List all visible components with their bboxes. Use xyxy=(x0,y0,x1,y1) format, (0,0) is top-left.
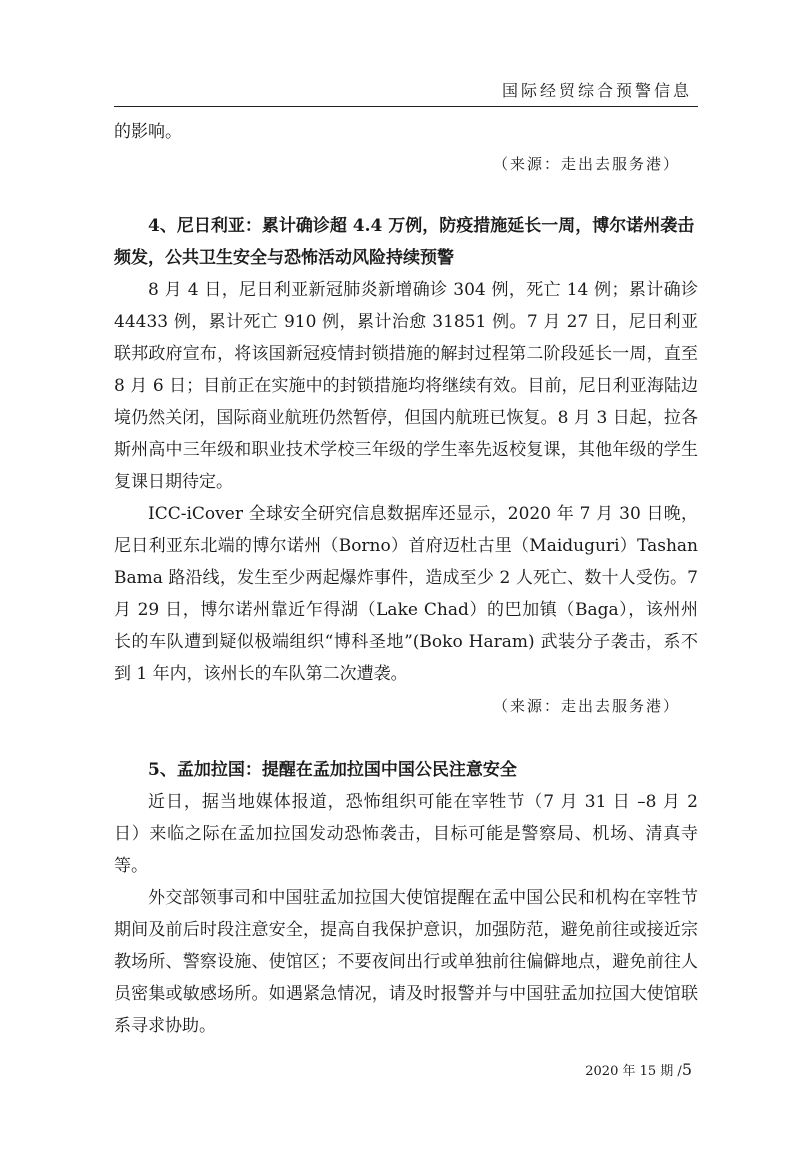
page-number: 5 xyxy=(681,1060,692,1079)
section-5-heading: 5、孟加拉国：提醒在孟加拉国中国公民注意安全 xyxy=(148,760,517,780)
journal-title: 国际经贸综合预警信息 xyxy=(501,81,692,100)
article-body xyxy=(114,116,698,1042)
section-5-paragraph-2: 外交部领事司和中国驻孟加拉国大使馆提醒在孟中国公民和机构在宰牲节期间及前后时段注意安全，提高自我保护意识，加强防范，避免前往或接近宗教场所、警察设施、使馆区；不要夜间出行或单独前往偏僻地点，避免前往人员密集或敏感场所。如遇紧急情况，请及时报警并与中国驻孟加拉国大使馆联系寻求协助。 xyxy=(114,888,698,1036)
intro-tail: 的影响。 xyxy=(114,122,182,142)
source-note-2: （来源：走出去服务港） xyxy=(492,697,680,715)
section-4-paragraph-2: ICC-iCover 全球安全研究信息数据库还显示，2020 年 7 月 30 日晚，尼日利亚东北端的博尔诺州（Borno）首府迈杜古里（Maiduguri）Tashan Bama 路沿线，发生至少两起爆炸事件，造成至少 2 人死亡、数十人受伤。7 月 29 日，博尔诺州靠近乍得湖（Lake Chad）的巴加镇（Baga），该州州长的车队遭到疑似极端组织“博科圣地”(Boko Haram) 武装分子袭击，系不到 1 年内，该州长的车队第二次遭袭。 xyxy=(114,504,698,684)
header-divider xyxy=(114,106,698,107)
section-5-paragraph-1: 近日，据当地媒体报道，恐怖组织可能在宰牲节（7 月 31 日 –8 月 2 日）来临之际在孟加拉国发动恐怖袭击，目标可能是警察局、机场、清真寺等。 xyxy=(114,792,698,876)
issue-label: 2020 年 15 期 / xyxy=(585,1064,682,1079)
page-footer xyxy=(585,1060,692,1079)
source-note-1: （来源：走出去服务港） xyxy=(492,155,680,173)
section-4-paragraph-1: 8 月 4 日，尼日利亚新冠肺炎新增确诊 304 例，死亡 14 例；累计确诊 44433 例，累计死亡 910 例，累计治愈 31851 例。7 月 27 日，尼日利亚联邦政府宣布，将该国新冠疫情封锁措施的解封过程第二阶段延长一周，直至 8 月 6 日；目前正在实施中的封锁措施均将继续有效。目前，尼日利亚海陆边境仍然关闭，国际商业航班仍然暂停，但国内航班已恢复。8 月 3 日起，拉各斯州高中三年级和职业技术学校三年级的学生率先返校复课，其他年级的学生复课日期待定。 xyxy=(114,280,698,492)
section-4-heading: 4、尼日利亚：累计确诊超 4.4 万例，防疫措施延长一周，博尔诺州袭击频发，公共卫生安全与恐怖活动风险持续预警 xyxy=(114,216,695,268)
